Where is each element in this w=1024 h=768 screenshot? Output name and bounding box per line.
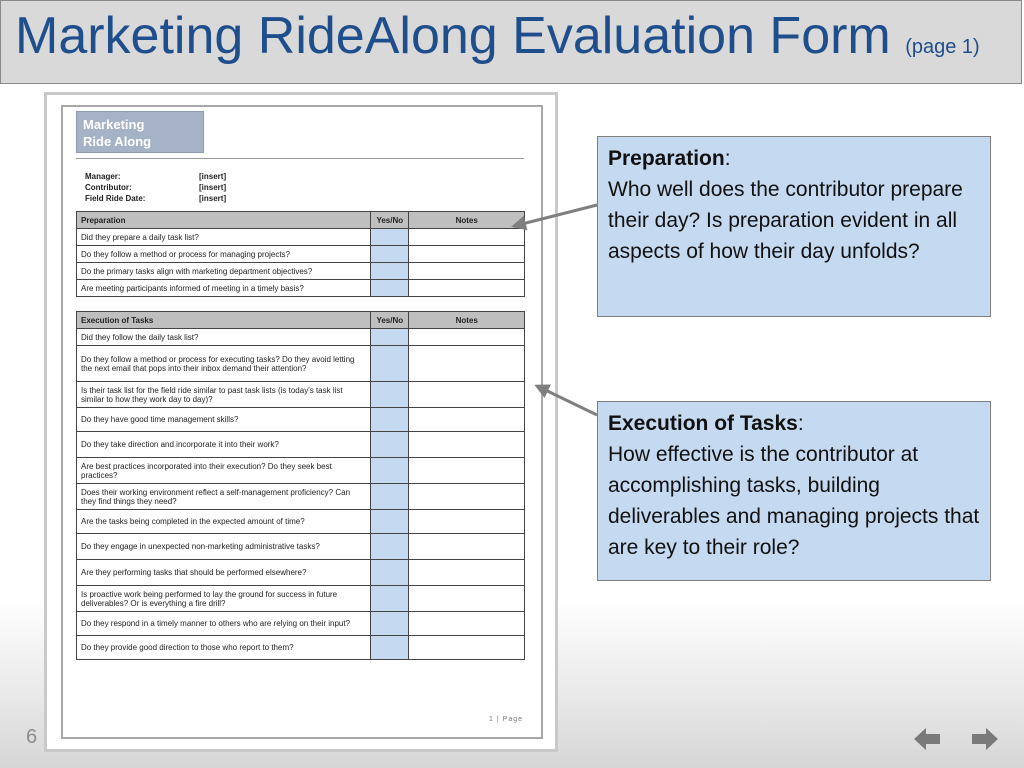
execution-arrow <box>537 386 597 415</box>
preparation-callout: Preparation: Who well does the contributor prepare their day? Is preparation evident in all aspects of how their day unfolds? <box>597 136 991 317</box>
question-text: Do they engage in unexpected non-marketing administrative tasks? <box>77 534 371 560</box>
question-text: Do they follow a method or process for executing tasks? Do they avoid letting the next email that pops into their inbox demand their attention? <box>77 346 371 382</box>
next-slide-button[interactable] <box>970 724 1000 754</box>
question-text: Are best practices incorporated into their execution? Do they seek best practices? <box>77 458 371 484</box>
slide-number: 6 <box>26 726 38 748</box>
execution-callout-body: How effective is the contributor at accomplishing tasks, building deliverables and managing projects that are key to their role? <box>608 443 980 559</box>
slide-title-sub: (page 1) <box>905 36 980 58</box>
question-text: Are they performing tasks that should be performed elsewhere? <box>77 560 371 586</box>
notes-header: Notes <box>409 212 525 229</box>
question-text: Did they prepare a daily task list? <box>77 229 371 246</box>
question-text: Is proactive work being performed to lay the ground for success in future deliverables? Or is everything a fire drill? <box>77 586 371 612</box>
meta-date-label: Field Ride Date: <box>85 194 146 203</box>
yes-no-header: Yes/No <box>371 212 409 229</box>
question-text: Are the tasks being completed in the expected amount of time? <box>77 510 371 534</box>
arrow-left-icon <box>912 724 942 754</box>
question-text: Is their task list for the field ride similar to past task lists (is today's task list similar to how they work day to day)? <box>77 382 371 408</box>
preparation-arrow <box>514 205 597 226</box>
arrow-right-icon <box>970 724 1000 754</box>
question-text: Do they follow a method or process for managing projects? <box>77 246 371 263</box>
question-text: Do they have good time management skills? <box>77 408 371 432</box>
meta-manager-label: Manager: <box>85 172 121 181</box>
execution-header: Execution of Tasks <box>77 312 371 329</box>
meta-manager-value: [insert] <box>199 172 227 181</box>
question-text: Do the primary tasks align with marketing department objectives? <box>77 263 371 280</box>
question-text: Do they respond in a timely manner to others who are relying on their input? <box>77 612 371 636</box>
notes-header: Notes <box>409 312 525 329</box>
question-text: Does their working environment reflect a self-management proficiency? Can they find things they need? <box>77 484 371 510</box>
preparation-header: Preparation <box>77 212 371 229</box>
question-text: Did they follow the daily task list? <box>77 329 371 346</box>
form-logo-line1: Marketing <box>83 117 145 132</box>
slide-title-text: Marketing RideAlong Evaluation Form <box>15 7 891 65</box>
question-text: Do they provide good direction to those who report to them? <box>77 636 371 660</box>
form-logo-line2: Ride Along <box>83 134 152 149</box>
execution-callout-heading: Execution of Tasks <box>608 412 798 435</box>
prev-slide-button[interactable] <box>912 724 942 754</box>
preparation-callout-body: Who well does the contributor prepare their day? Is preparation evident in all aspects of how their day unfolds? <box>608 178 963 263</box>
execution-callout: Execution of Tasks: How effective is the contributor at accomplishing tasks, building deliverables and managing projects that are key to their role? <box>597 401 991 581</box>
preparation-callout-heading: Preparation <box>608 147 725 170</box>
question-text: Are meeting participants informed of meeting in a timely basis? <box>77 280 371 297</box>
yes-no-header: Yes/No <box>371 312 409 329</box>
meta-contributor-label: Contributor: <box>85 183 132 192</box>
question-text: Do they take direction and incorporate it into their work? <box>77 432 371 458</box>
form-page-footer: 1 | Page <box>489 716 523 723</box>
meta-contributor-value: [insert] <box>199 183 227 192</box>
meta-date-value: [insert] <box>199 194 227 203</box>
